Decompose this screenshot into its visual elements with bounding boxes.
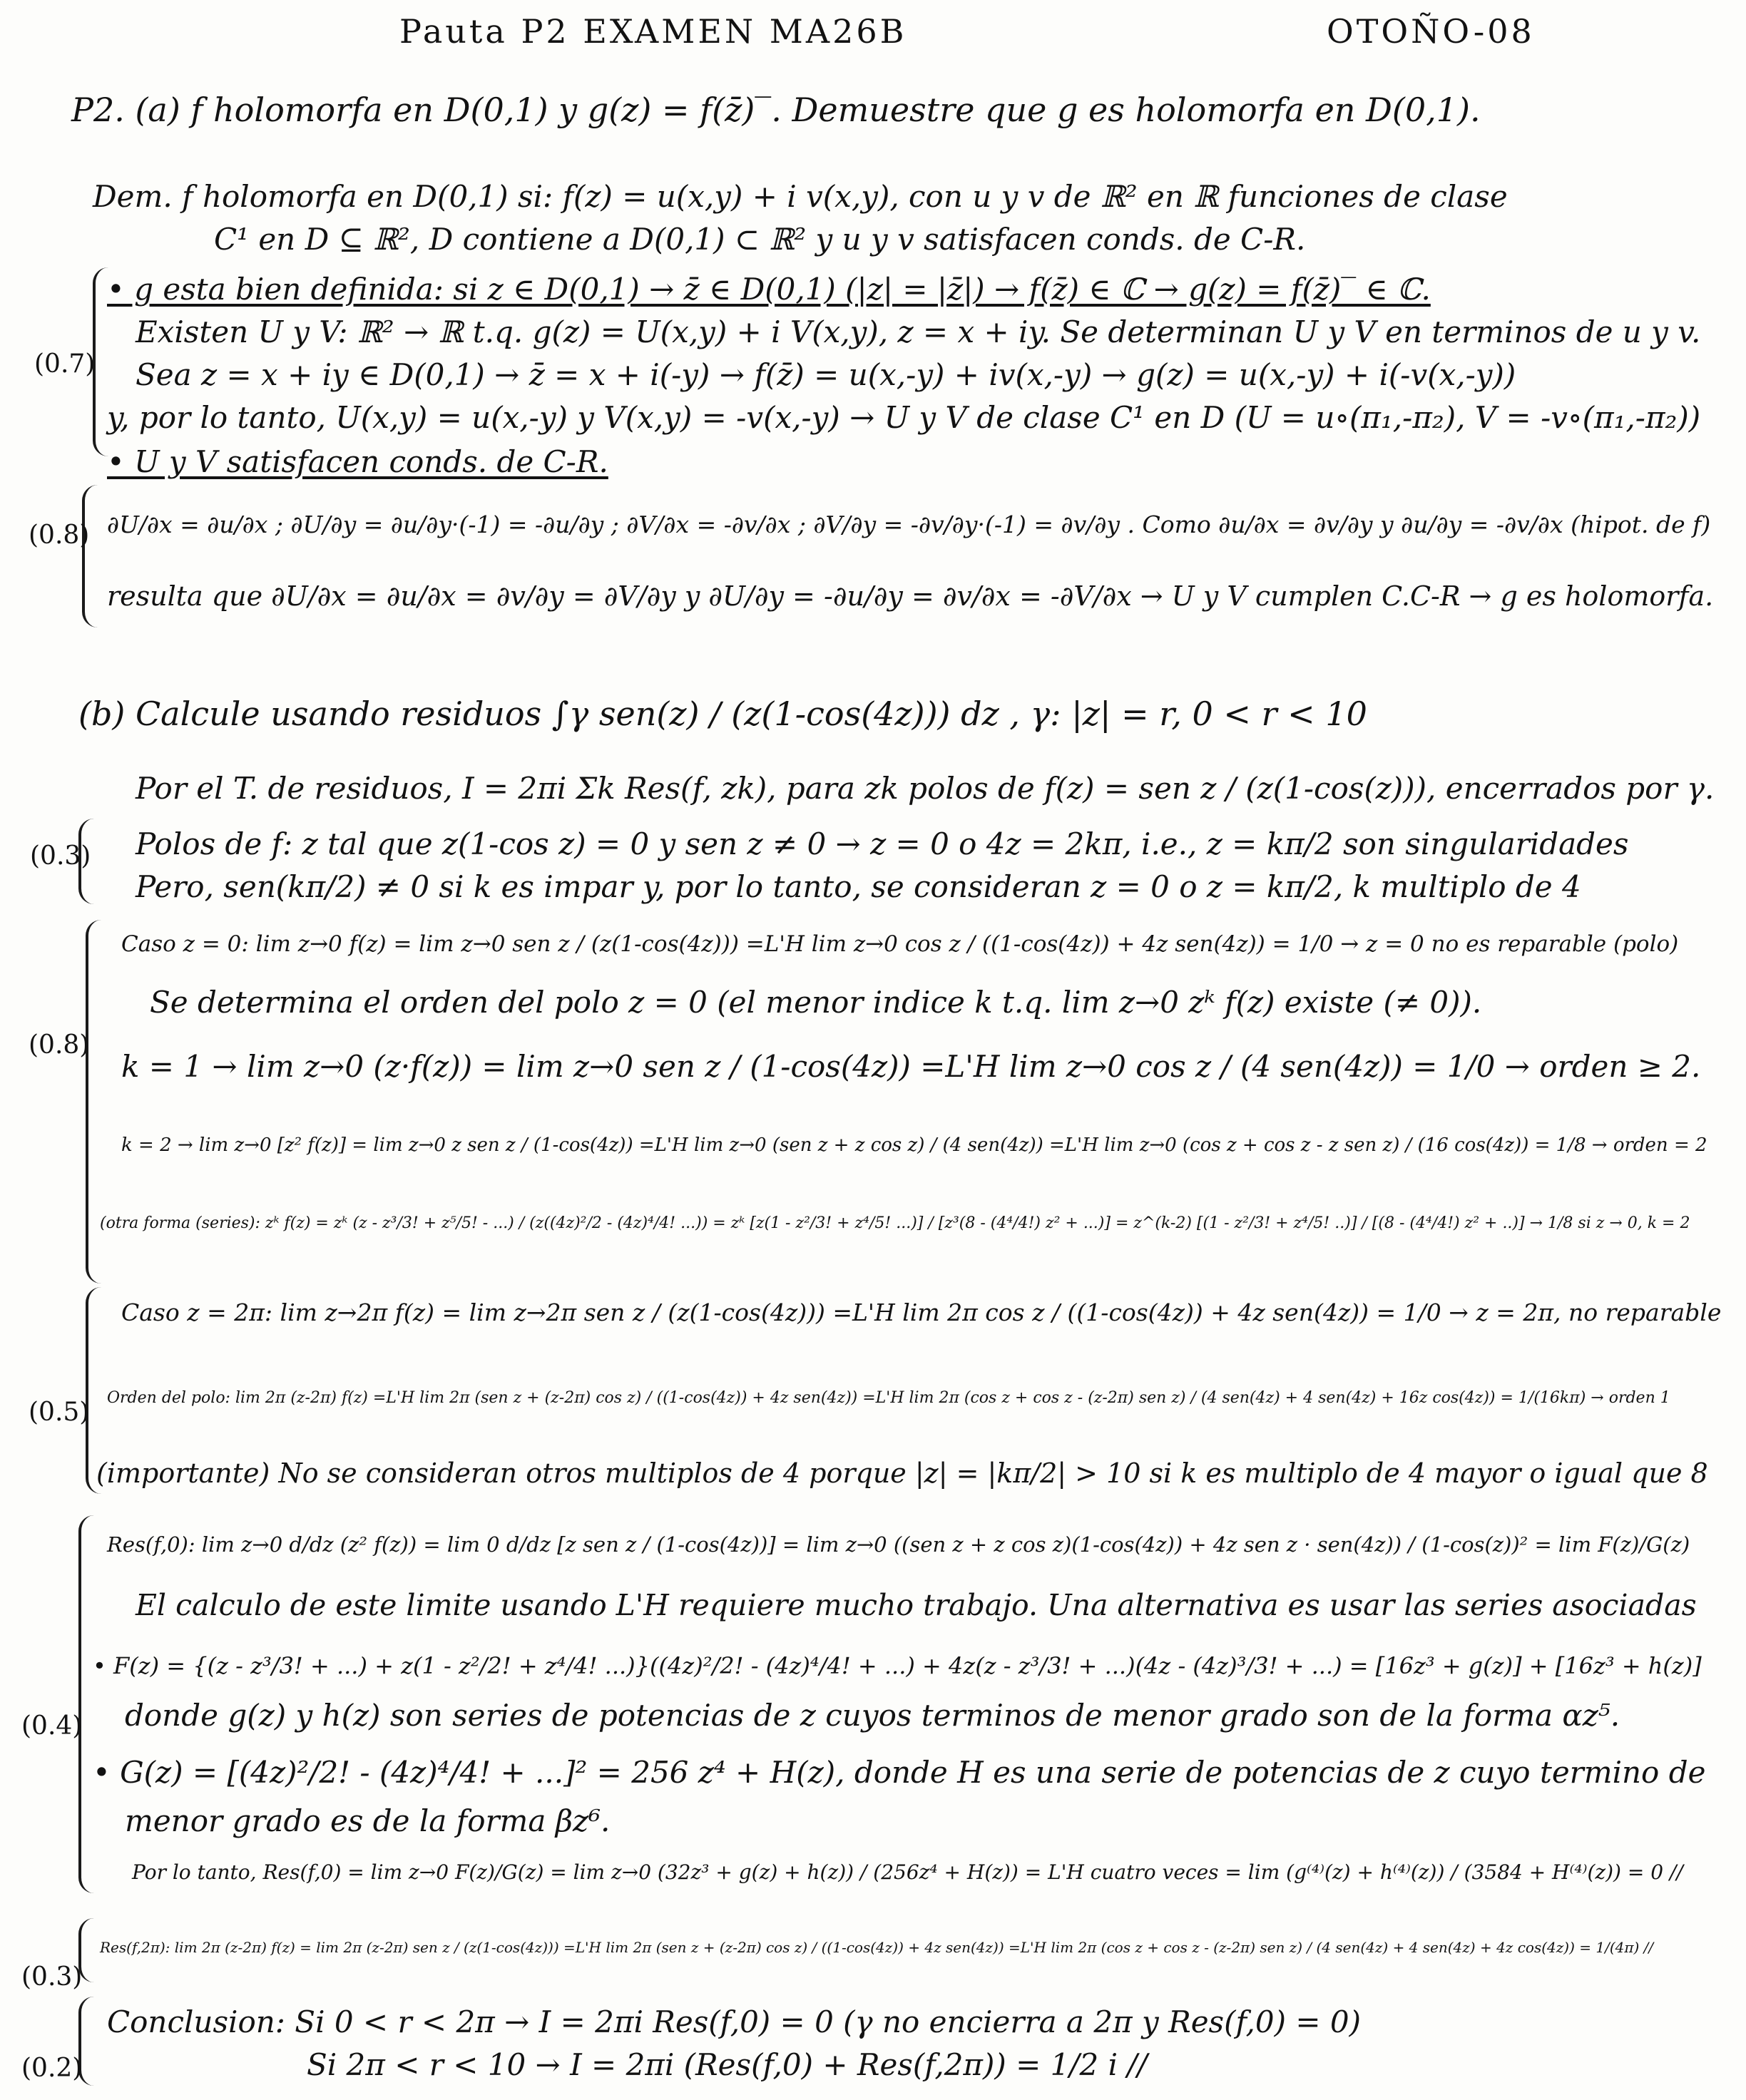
score-label: (0.5) <box>29 1398 90 1427</box>
part-b-line: Polos de f: z tal que z(1-cos z) = 0 y sen z ≠ 0 → z = 0 o 4z = 2kπ, i.e., z = kπ/2 son singularidades <box>136 826 1629 861</box>
score-label: (0.3) <box>30 841 91 871</box>
part-b-line: Por el T. de residuos, I = 2πi Σk Res(f, zk), para zk polos de f(z) = sen z / (z(1-cos(z))), encerrados por γ. <box>136 771 1715 806</box>
brace <box>86 920 101 1284</box>
part-a-line: Sea z = x + iy ∈ D(0,1) → z̄ = x + i(-y) → f(z̄) = u(x,-y) + iv(x,-y) → g(z) = u(x,-y) + i(-v(x,-y)) <box>136 357 1516 392</box>
score-label: (0.2) <box>21 2054 83 2083</box>
part-b-line: Orden del polo: lim 2π (z-2π) f(z) =L'H lim 2π (sen z + (z-2π) cos z) / ((1-cos(4z)) + 4z sen(4z)) =L'H lim 2π (cos z + cos z - (z-2π) sen z) / (4 sen(4z) + 4 sen(4z) + 16z cos(4z)) = 1/(16kπ) → orden 1 <box>107 1389 1670 1407</box>
part-b-line: k = 2 → lim z→0 [z² f(z)] = lim z→0 z sen z / (1-cos(4z)) =L'H lim z→0 (sen z + z cos z) / (4 sen(4z)) =L'H lim z→0 (cos z + cos z - z sen z) / (16 cos(4z)) = 1/8 → orden = 2 <box>121 1134 1707 1156</box>
part-b-line: Caso z = 2π: lim z→2π f(z) = lim z→2π sen z / (z(1-cos(4z))) =L'H lim 2π cos z / ((1-cos(4z)) + 4z sen(4z)) = 1/0 → z = 2π, no reparable <box>121 1299 1722 1326</box>
part-b-line: • F(z) = {(z - z³/3! + ...) + z(1 - z²/2! + z⁴/4! ...)}((4z)²/2! - (4z)⁴/4! + ...) + 4z(z - z³/3! + ...)(4z - (4z)³/3! + ...) = [16z³ + g(z)] + [16z³ + h(z)] <box>93 1652 1702 1679</box>
part-b-line: Por lo tanto, Res(f,0) = lim z→0 F(z)/G(z) = lim z→0 (32z³ + g(z) + h(z)) / (256z⁴ + H(z)) = L'H cuatro veces = lim (g⁽⁴⁾(z) + h⁽⁴⁾(z)) / (3584 + H⁽⁴⁾(z)) = 0 // <box>132 1860 1683 1884</box>
part-b-line: k = 1 → lim z→0 (z·f(z)) = lim z→0 sen z / (1-cos(4z)) =L'H lim z→0 cos z / (4 sen(4z)) = 1/0 → orden ≥ 2. <box>121 1049 1701 1084</box>
part-b-line: Conclusion: Si 0 < r < 2π → I = 2πi Res(f,0) = 0 (γ no encierra a 2π y Res(f,0) = 0) <box>107 2004 1361 2039</box>
part-a-line: C¹ en D ⊆ ℝ², D contiene a D(0,1) ⊂ ℝ² y u y v satisfacen conds. de C-R. <box>214 222 1306 257</box>
part-a-statement: P2. (a) f holomorfa en D(0,1) y g(z) = f(z̄)‾. Demuestre que g es holomorfa en D(0,1). <box>71 91 1481 129</box>
part-b-line: donde g(z) y h(z) son series de potencias de z cuyos terminos de menor grado son de la forma αz⁵. <box>125 1698 1620 1733</box>
part-b-line: • G(z) = [(4z)²/2! - (4z)⁴/4! + ...]² = 256 z⁴ + H(z), donde H es una serie de potencias de z cuyo termino de <box>93 1755 1706 1790</box>
part-b-line: Res(f,2π): lim 2π (z-2π) f(z) = lim 2π (z-2π) sen z / (z(1-cos(4z))) =L'H lim 2π (sen z + (z-2π) cos z) / ((1-cos(4z)) + 4z sen(4z)) =L'H lim 2π (cos z + cos z - (z-2π) sen z) / (4 sen(4z) + 4 sen(4z) + 4z cos(4z)) = 1/(4π) // <box>100 1939 1654 1956</box>
score-label: (0.4) <box>21 1711 83 1741</box>
part-b-line: Se determina el orden del polo z = 0 (el menor indice k t.q. lim z→0 zᵏ f(z) existe (≠ 0)). <box>150 985 1482 1020</box>
part-b-line: El calculo de este limite usando L'H requiere mucho trabajo. Una alternativa es usar las series asociadas <box>136 1588 1697 1622</box>
part-b-line: Caso z = 0: lim z→0 f(z) = lim z→0 sen z / (z(1-cos(4z))) =L'H lim z→0 cos z / ((1-cos(4z)) + 4z sen(4z)) = 1/0 → z = 0 no es reparable (polo) <box>121 931 1679 957</box>
score-label: (0.7) <box>34 349 96 379</box>
part-a-line: • g esta bien definida: si z ∈ D(0,1) → z̄ ∈ D(0,1) (|z| = |z̄|) → f(z̄) ∈ ℂ → g(z) = f(z̄)‾ ∈ ℂ. <box>107 272 1431 307</box>
brace <box>82 485 98 628</box>
part-b-statement: (b) Calcule usando residuos ∫γ sen(z) / (z(1-cos(4z))) dz , γ: |z| = r, 0 < r < 10 <box>78 695 1367 733</box>
part-a-line: Existen U y V: ℝ² → ℝ t.q. g(z) = U(x,y) + i V(x,y), z = x + iy. Se determinan U y V en terminos de u y v. <box>136 314 1701 349</box>
score-label: (0.8) <box>29 1030 90 1060</box>
part-b-line: (importante) No se consideran otros multiplos de 4 porque |z| = |kπ/2| > 10 si k es multiplo de 4 mayor o igual que 8 <box>96 1458 1708 1489</box>
score-label: (0.3) <box>21 1962 83 1992</box>
part-b-line: Pero, sen(kπ/2) ≠ 0 si k es impar y, por lo tanto, se consideran z = 0 o z = kπ/2, k multiplo de 4 <box>136 869 1581 904</box>
score-label: (0.8) <box>29 521 90 550</box>
term-label: OTOÑO-08 <box>1327 12 1535 51</box>
brace <box>78 1515 94 1893</box>
part-a-line: resulta que ∂U/∂x = ∂u/∂x = ∂v/∂y = ∂V/∂y y ∂U/∂y = -∂u/∂y = ∂v/∂x = -∂V/∂x → U y V cumplen C.C-R → g es holomorfa. <box>107 580 1714 612</box>
part-a-line: Dem. f holomorfa en D(0,1) si: f(z) = u(x,y) + i v(x,y), con u y v de ℝ² en ℝ funciones de clase <box>93 179 1508 214</box>
document-title: Pauta P2 EXAMEN MA26B <box>399 12 907 51</box>
part-b-line: menor grado es de la forma βz⁶. <box>125 1803 611 1838</box>
part-b-line: Si 2π < r < 10 → I = 2πi (Res(f,0) + Res(f,2π)) = 1/2 i // <box>307 2047 1148 2082</box>
part-a-line: ∂U/∂x = ∂u/∂x ; ∂U/∂y = ∂u/∂y·(-1) = -∂u/∂y ; ∂V/∂x = -∂v/∂x ; ∂V/∂y = -∂v/∂y·(-1) = ∂v/∂y . Como ∂u/∂x = ∂v/∂y y ∂u/∂y = -∂v/∂x (hipot. de f) <box>107 511 1711 538</box>
part-a-line: y, por lo tanto, U(x,y) = u(x,-y) y V(x,y) = -v(x,-y) → U y V de clase C¹ en D (U = u∘(π₁,-π₂), V = -v∘(π₁,-π₂)) <box>107 400 1701 435</box>
part-a-line: • U y V satisfacen conds. de C-R. <box>107 444 608 479</box>
part-b-line: Res(f,0): lim z→0 d/dz (z² f(z)) = lim 0 d/dz [z sen z / (1-cos(4z))] = lim z→0 ((sen z + z cos z)(1-cos(4z)) + 4z sen z · sen(4z)) / (1-cos(z))² = lim F(z)/G(z) <box>107 1532 1690 1557</box>
part-b-line: (otra forma (series): zᵏ f(z) = zᵏ (z - z³/3! + z⁵/5! - ...) / (z((4z)²/2 - (4z)⁴/4! ...)) = zᵏ [z(1 - z²/3! + z⁴/5! ...)] / [z³(8 - (4⁴/4!) z² + ...)] = z^(k-2) [(1 - z²/3! + z⁴/5! ..)] / [(8 - (4⁴/4!) z² + ..)] → 1/8 si z → 0, k = 2 <box>100 1214 1690 1232</box>
